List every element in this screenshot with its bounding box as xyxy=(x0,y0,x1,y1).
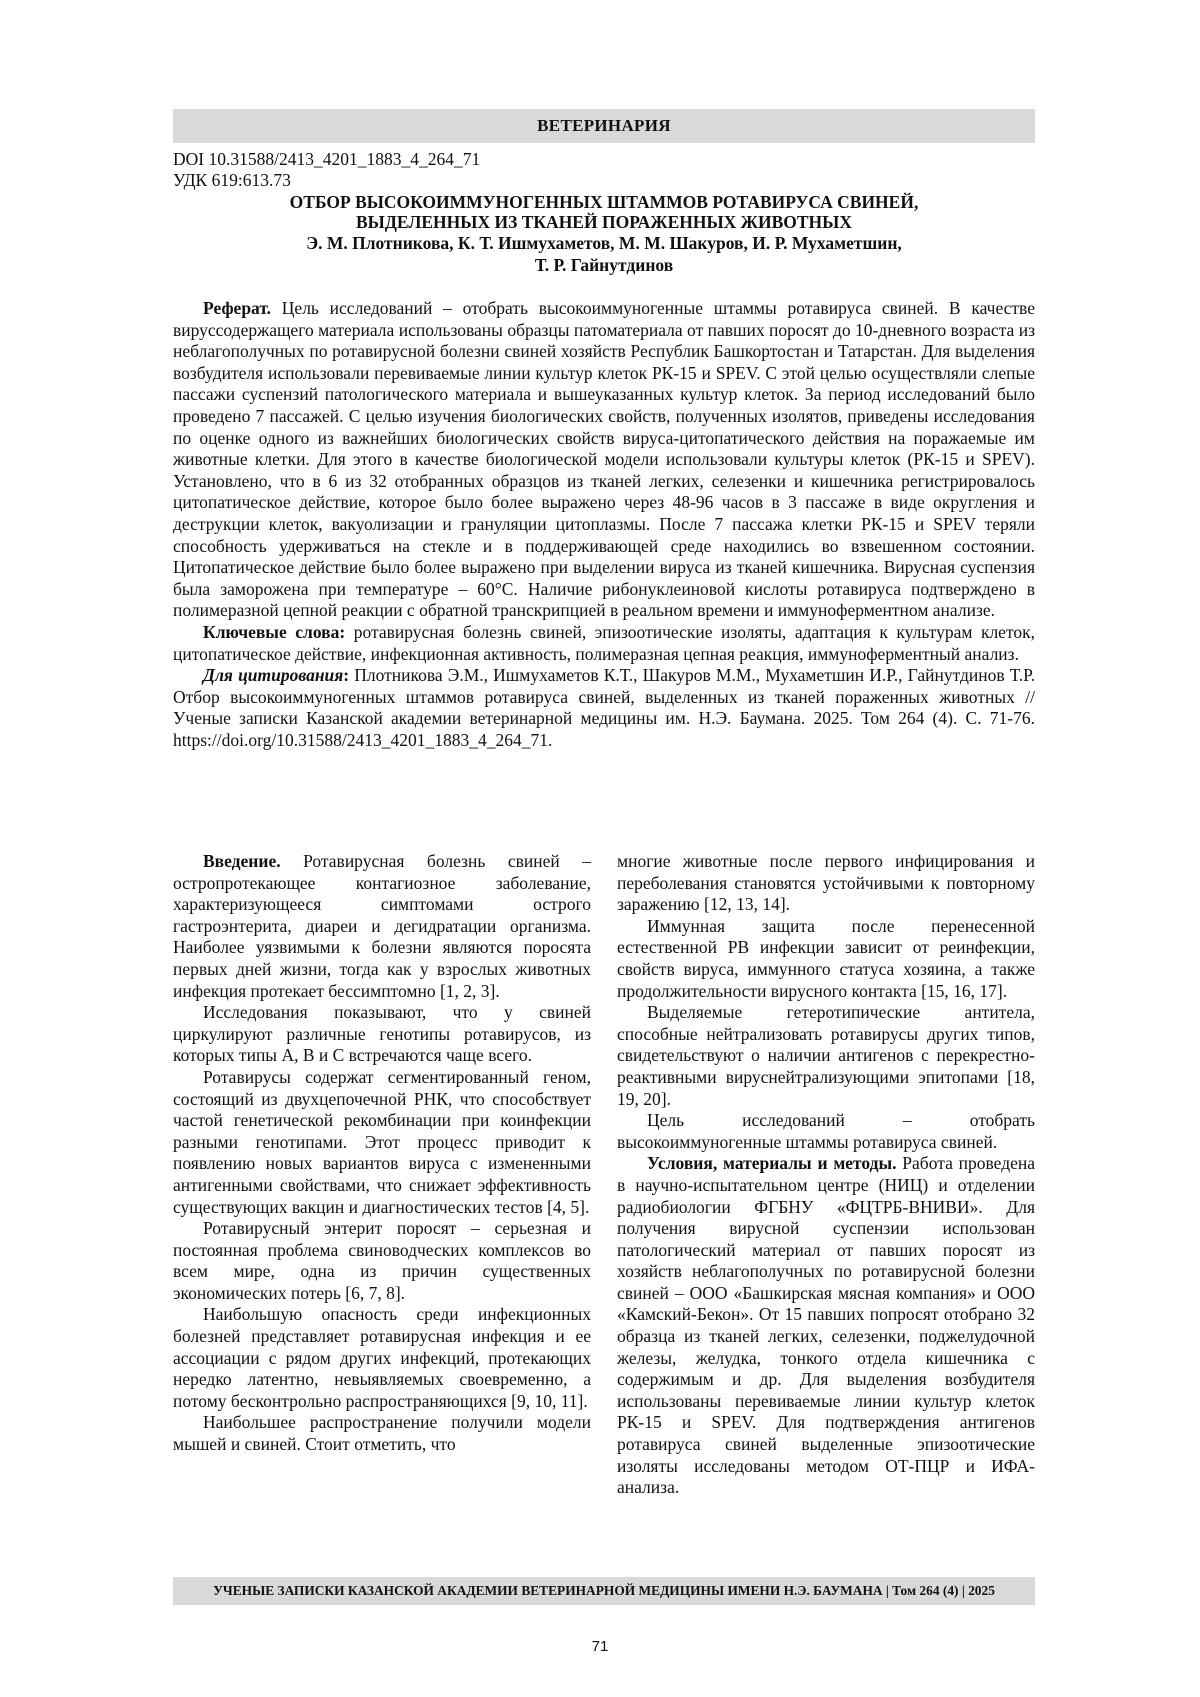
abstract xyxy=(173,298,1035,622)
section-header: ВЕТЕРИНАРИЯ xyxy=(173,109,1035,143)
abstract-block xyxy=(173,298,1035,751)
abstract-text: Цель исследований – отобрать высокоиммуногенные штаммы ротавируса свиней. В качестве вируссодержащего материала использованы образцы патоматериала от павших поросят до 10-дневного возраста из неблагополучных по ротавирусной болезни свиней хозяйств Республик Башкортостан и Татарстан. Для выделения возбудителя использовали перевиваемые линии культур клеток РК-15 и SPEV. С этой целью осуществляли слепые пассажи суспензий патологического материала и вышеуказанных культур клеток. За период исследований было проведено 7 пассажей. С целью изучения биологических свойств, полученных изолятов, приведены исследования по оценке одного из важнейших биологических свойств вируса-цитопатического действия на поражаемые им животные клетки. Для этого в качестве биологической модели использовали культуры клеток (РК-15 и SPEV). Установлено, что в 6 из 32 отобранных образцов из тканей легких, селезенки и кишечника регистрировалось цитопатическое действие, которое было более выражено через 48-96 часов в 3 пассаже в виде округления и деструкции клеток, вакуолизации и грануляции цитоплазмы. После 7 пассажа клетки РК-15 и SPEV теряли способность удерживаться на стекле и в поддерживающей среде находились во взвешенном состоянии. Цитопатическое действие было более выражено при выделении вируса из тканей кишечника. Вирусная суспензия была заморожена при температуре – 60°С. Наличие рибонуклеиновой кислоты ротавируса подтверждено в полимеразной цепной реакции с обратной транскрипцией в реальном времени и иммуноферментном анализе. xyxy=(173,298,1035,621)
citation-colon: : xyxy=(343,665,350,686)
paragraph: многие животные после первого инфицирования и переболевания становятся устойчивыми к повторному заражению [12, 13, 14]. xyxy=(617,851,1035,915)
paragraph: Цель исследований – отобрать высокоиммуногенные штаммы ротавируса свиней. xyxy=(617,1110,1035,1152)
right-column xyxy=(617,851,1035,1499)
authors-line: Э. М. Плотникова, К. Т. Ишмухаметов, М. М. Шакуров, И. Р. Мухаметшин, xyxy=(306,233,902,253)
authors xyxy=(173,233,1035,276)
doi: DOI 10.31588/2413_4201_1883_4_264_71 xyxy=(173,149,481,169)
abstract-label: Реферат. xyxy=(203,298,272,318)
paragraph-text: Ротавирусная болезнь свиней – остропротекающее контагиозное заболевание, характеризующееся симптомами острого гастроэнтерита, диареи и дегидратации организма. Наиболее уязвимыми к болезни являются поросята первых дней жизни, тогда как у взрослых животных инфекция протекает бессимптомно [1, 2, 3]. xyxy=(173,851,591,1001)
paragraph xyxy=(617,1153,1035,1499)
page-number: 71 xyxy=(591,1638,609,1655)
keywords xyxy=(173,622,1035,665)
body-columns xyxy=(173,851,1035,1499)
title-line: ВЫДЕЛЕННЫХ ИЗ ТКАНЕЙ ПОРАЖЕННЫХ ЖИВОТНЫХ xyxy=(356,212,852,232)
paragraph: Иммунная защита после перенесенной естественной РВ инфекции зависит от реинфекции, свойств вируса, иммунного статуса хозяина, а также продолжительности вирусного контакта [15, 16, 17]. xyxy=(617,915,1035,1001)
article-title xyxy=(173,192,1035,232)
udk: УДК 619:613.73 xyxy=(173,170,291,190)
article-page xyxy=(173,109,1035,1498)
article-meta xyxy=(173,149,1035,191)
paragraph: Ротавирусы содержат сегментированный геном, состоящий из двухцепочечной РНК, что способствует частой генетической рекомбинации при коинфекции разными генотипами. Этот процесс приводит к появлению новых вариантов вируса с измененными антигенными свойствами, что снижает эффективность существующих вакцин и диагностических тестов [4, 5]. xyxy=(173,1066,591,1217)
methods-label: Условия, материалы и методы. xyxy=(647,1153,897,1174)
title-line: ОТБОР ВЫСОКОИММУНОГЕННЫХ ШТАММОВ РОТАВИРУСА СВИНЕЙ, xyxy=(289,192,919,212)
paragraph: Наибольшую опасность среди инфекционных болезней представляет ротавирусная инфекция и ее ассоциации с рядом других инфекций, протекающих нередко латентно, невыявляемых своевременно, а потому бесконтрольно распространяющихся [9, 10, 11]. xyxy=(173,1304,591,1411)
keywords-label: Ключевые слова: xyxy=(203,621,346,642)
citation-text: Плотникова Э.М., Ишмухаметов К.Т., Шакуров М.М., Мухаметшин И.Р., Гайнутдинов Т.Р. Отбор высокоиммуногенных штаммов ротавируса свиней, выделенных из тканей пораженных животных // Ученые записки Казанской академии ветеринарной медицины им. Н.Э. Баумана. 2025. Том 264 (4). С. 71-76. https://doi.org/10.31588/2413_4201_1883_4_264_71. xyxy=(173,665,1035,750)
paragraph: Выделяемые гетеротипические антитела, способные нейтрализовать ротавирусы других типов, свидетельствуют о наличии антигенов с перекрестно-реактивными вируснейтрализующими эпитопами [18, 19, 20]. xyxy=(617,1002,1035,1109)
left-column xyxy=(173,851,591,1499)
paragraph: Ротавирусный энтерит поросят – серьезная и постоянная проблема свиноводческих комплексов во всем мире, одна из причин существенных экономических потерь [6, 7, 8]. xyxy=(173,1218,591,1303)
citation xyxy=(173,665,1035,751)
paragraph: Наибольшее распространение получили модели мышей и свиней. Стоит отметить, что xyxy=(173,1412,591,1455)
keywords-text: ротавирусная болезнь свиней, эпизоотические изоляты, адаптация к культурам клеток, цитопатическое действие, инфекционная активность, полимеразная цепная реакция, иммуноферментный анализ. xyxy=(173,621,1035,664)
authors-line: Т. Р. Гайнутдинов xyxy=(534,254,674,275)
citation-label: Для цитирования xyxy=(203,665,344,686)
paragraph xyxy=(173,851,591,1002)
journal-footer: УЧЕНЫЕ ЗАПИСКИ КАЗАНСКОЙ АКАДЕМИИ ВЕТЕРИНАРНОЙ МЕДИЦИНЫ ИМЕНИ Н.Э. БАУМАНА | Том 264 (4) | 2025 xyxy=(173,1577,1035,1605)
paragraph-text: Работа проведена в научно-испытательном центре (НИЦ) и отделении радиобиологии ФГБНУ «ФЦТРБ-ВНИВИ». Для получения вирусной суспензии использован патологический материал от павших поросят из хозяйств неблагополучных по ротавирусной болезни свиней – ООО «Башкирская мясная компания» и ООО «Камский-Бекон». От 15 павших попросят отобрано 32 образца из тканей легких, селезенки, поджелудочной железы, желудка, тонкого отдела кишечника с содержимым и др. Для выделения возбудителя использованы перевиваемые линии культур клеток РК-15 и SPEV. Для подтверждения антигенов ротавируса свиней выделенные эпизоотические изоляты исследованы методом ОТ-ПЦР и ИФА-анализа. xyxy=(617,1153,1035,1498)
paragraph: Исследования показывают, что у свиней циркулируют различные генотипы ротавирусов, из которых типы А, В и С встречаются чаще всего. xyxy=(173,1002,591,1066)
intro-label: Введение. xyxy=(203,851,281,871)
